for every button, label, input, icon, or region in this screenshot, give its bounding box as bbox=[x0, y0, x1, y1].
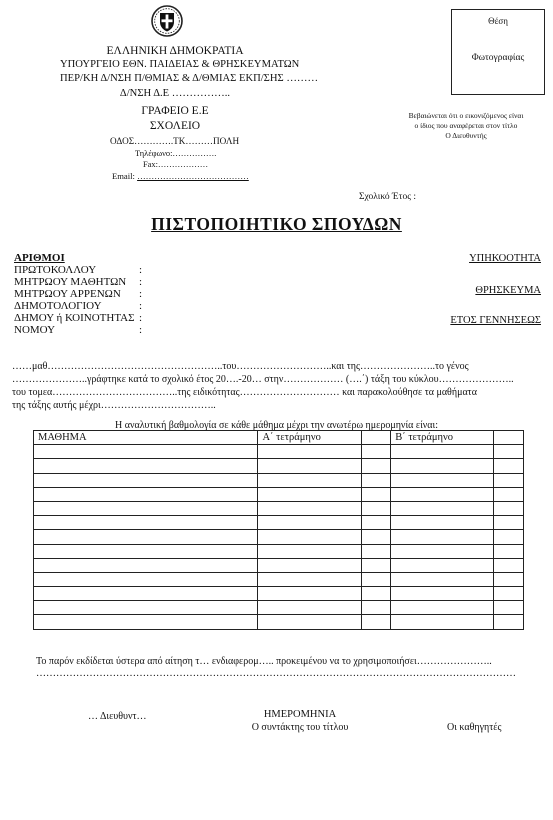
grade-row bbox=[34, 601, 524, 615]
term-b-extra-cell bbox=[494, 544, 524, 558]
photo-box-label: Φωτογραφίας bbox=[471, 53, 525, 63]
male-registry-colon: : bbox=[139, 288, 143, 300]
term-a-cell bbox=[258, 572, 362, 586]
term-b-extra-column-header bbox=[494, 431, 524, 445]
grade-row bbox=[34, 615, 524, 629]
email-label: Email: bbox=[112, 171, 135, 181]
grade-row bbox=[34, 473, 524, 487]
term-b-extra-cell bbox=[494, 615, 524, 629]
term-b-cell bbox=[391, 501, 494, 515]
grade-row bbox=[34, 445, 524, 459]
subject-cell bbox=[34, 445, 258, 459]
address-field: ΟΔΟΣ………….ΤΚ………ΠΟΛΗ bbox=[110, 136, 240, 146]
municipal-registry-colon: : bbox=[139, 300, 143, 312]
office-label: ΓΡΑΦΕΙΟ Ε.Ε bbox=[141, 105, 209, 117]
term-b-extra-cell bbox=[494, 530, 524, 544]
term-b-cell bbox=[391, 530, 494, 544]
grade-row bbox=[34, 558, 524, 572]
term-b-extra-cell bbox=[494, 572, 524, 586]
term-a-extra-cell bbox=[362, 558, 391, 572]
subject-cell bbox=[34, 487, 258, 501]
term-a-extra-cell bbox=[362, 530, 391, 544]
grades-table bbox=[33, 430, 524, 630]
term-a-extra-cell bbox=[362, 445, 391, 459]
teachers-signature-label: Οι καθηγητές bbox=[447, 722, 502, 733]
term-b-extra-cell bbox=[494, 487, 524, 501]
term-a-extra-cell bbox=[362, 473, 391, 487]
male-registry-label: ΜΗΤΡΩΟΥ ΑΡΡΕΝΩΝ bbox=[14, 288, 121, 300]
grade-row bbox=[34, 544, 524, 558]
grade-row bbox=[34, 501, 524, 515]
greek-emblem-icon bbox=[151, 4, 183, 38]
term-a-extra-cell bbox=[362, 516, 391, 530]
grade-row bbox=[34, 516, 524, 530]
term-a-extra-column-header bbox=[362, 431, 391, 445]
student-registry-label: ΜΗΤΡΩΟΥ ΜΑΘΗΤΩΝ bbox=[14, 276, 127, 288]
class-until-line: της τάξης αυτής μέχρι…………………………….. bbox=[12, 400, 216, 411]
email-field bbox=[112, 171, 249, 181]
term-a-cell bbox=[258, 544, 362, 558]
term-b-cell bbox=[391, 615, 494, 629]
grades-table-body bbox=[34, 445, 524, 629]
prefecture-label: ΝΟΜΟΥ bbox=[14, 324, 56, 336]
grades-table-header-row bbox=[34, 431, 524, 445]
term-a-extra-cell bbox=[362, 459, 391, 473]
term-a-cell bbox=[258, 530, 362, 544]
term-b-extra-cell bbox=[494, 516, 524, 530]
term-b-cell bbox=[391, 459, 494, 473]
phone-field: Τηλέφωνο:……………. bbox=[135, 149, 217, 158]
grade-row bbox=[34, 587, 524, 601]
term-b-extra-cell bbox=[494, 445, 524, 459]
subject-cell bbox=[34, 615, 258, 629]
document-title: ΠΙΣΤΟΠΟΙΗΤΙΚΟ ΣΠΟΥΔΩΝ bbox=[151, 214, 402, 234]
term-b-cell bbox=[391, 601, 494, 615]
term-a-extra-cell bbox=[362, 601, 391, 615]
grades-table-caption: Η αναλυτική βαθμολογία σε κάθε μάθημα μέχρι την ανωτέρω ημερομηνία είναι: bbox=[114, 420, 438, 431]
numbers-heading: ΑΡΙΘΜΟΙ bbox=[14, 252, 65, 264]
grade-row bbox=[34, 487, 524, 501]
certify-note-line-2: ο ίδιος που αναφέρεται στον τίτλο bbox=[414, 121, 518, 130]
subject-cell bbox=[34, 501, 258, 515]
term-a-cell bbox=[258, 445, 362, 459]
grade-row bbox=[34, 572, 524, 586]
grade-row bbox=[34, 530, 524, 544]
birth-year-label: ΕΤΟΣ ΓΕΝΝΗΣΕΩΣ bbox=[450, 315, 541, 326]
republic-heading: ΕΛΛΗΝΙΚΗ ΔΗΜΟΚΡΑΤΙΑ bbox=[106, 45, 244, 57]
student-registry-colon: : bbox=[139, 276, 143, 288]
term-a-extra-cell bbox=[362, 487, 391, 501]
fax-field: Fax:……………… bbox=[143, 160, 209, 169]
subject-cell bbox=[34, 459, 258, 473]
term-b-extra-cell bbox=[494, 587, 524, 601]
ministry-heading: ΥΠΟΥΡΓΕΙΟ ΕΘΝ. ΠΑΙΔΕΙΑΣ & ΘΡΗΣΚΕΥΜΑΤΩΝ bbox=[60, 59, 300, 70]
term-a-extra-cell bbox=[362, 501, 391, 515]
municipality-colon: : bbox=[139, 312, 143, 324]
term-b-cell bbox=[391, 544, 494, 558]
certify-note-signer: Ο Διευθυντής bbox=[445, 131, 487, 140]
term-a-extra-cell bbox=[362, 544, 391, 558]
term-b-cell bbox=[391, 572, 494, 586]
term-a-cell bbox=[258, 487, 362, 501]
term-b-extra-cell bbox=[494, 558, 524, 572]
date-label: ΗΜΕΡΟΜΗΝΙΑ bbox=[263, 709, 337, 720]
term-a-cell bbox=[258, 516, 362, 530]
subject-cell bbox=[34, 473, 258, 487]
subject-cell bbox=[34, 601, 258, 615]
subject-cell bbox=[34, 516, 258, 530]
subject-cell bbox=[34, 544, 258, 558]
certify-note-line-1: Βεβαιώνεται ότι ο εικονιζόμενος είναι bbox=[408, 111, 524, 120]
subject-cell bbox=[34, 587, 258, 601]
term-b-cell bbox=[391, 445, 494, 459]
term-b-extra-cell bbox=[494, 601, 524, 615]
term-a-cell bbox=[258, 558, 362, 572]
enrollment-line: …………………..γράφτηκε κατά το σχολικό έτος 20….-20… στην……………… (….΄) τάξη του κύκλου………………….. bbox=[12, 374, 514, 385]
term-a-cell bbox=[258, 615, 362, 629]
subject-cell bbox=[34, 530, 258, 544]
regional-directorate: ΠΕΡ/ΚΗ Δ/ΝΣΗ Π/ΘΜΙΑΣ & Δ/ΘΜΙΑΣ ΕΚΠ/ΣΗΣ ……… bbox=[60, 73, 319, 84]
term-b-extra-cell bbox=[494, 473, 524, 487]
email-value: ………………………………… bbox=[137, 171, 249, 181]
term-a-cell bbox=[258, 473, 362, 487]
term-b-cell bbox=[391, 487, 494, 501]
term-b-cell bbox=[391, 558, 494, 572]
issuance-statement: Το παρόν εκδίδεται ύστερα από αίτηση τ… ενδιαφερομ….. προκειμένου να το χρησιμοποιήσει………………….. bbox=[36, 656, 492, 667]
school-year-label: Σχολικό Έτος : bbox=[359, 192, 416, 202]
term-b-cell bbox=[391, 587, 494, 601]
term-a-extra-cell bbox=[362, 572, 391, 586]
school-label: ΣΧΟΛΕΙΟ bbox=[149, 120, 201, 132]
term-a-cell bbox=[258, 601, 362, 615]
photo-box bbox=[451, 9, 545, 95]
citizenship-label: ΥΠΗΚΟΟΤΗΤΑ bbox=[469, 253, 541, 264]
issuance-continuation-line: ……………………………………………………………………………………………………………………………… bbox=[36, 668, 516, 679]
subject-cell bbox=[34, 572, 258, 586]
term-a-cell bbox=[258, 501, 362, 515]
municipal-registry-label: ΔΗΜΟΤΟΛΟΓΙΟΥ bbox=[14, 300, 102, 312]
protocol-number-label: ΠΡΩΤΟΚΟΛΛΟΥ bbox=[14, 264, 97, 276]
student-name-line: ……μαθ……………………………………………..του………………………..και της…………………..το γένος bbox=[12, 361, 469, 372]
religion-label: ΘΡΗΣΚΕΥΜΑ bbox=[475, 285, 541, 296]
term-b-cell bbox=[391, 473, 494, 487]
photo-box-top-label: Θέση bbox=[488, 16, 508, 26]
sector-line: του τομεα………………………………..της ειδικότητας………………………… και παρακολούθησε τα μαθήματα bbox=[12, 387, 477, 398]
municipality-label: ΔΗΜΟΥ ή ΚΟΙΝΟΤΗΤΑΣ bbox=[14, 312, 135, 324]
compiler-label: Ο συντάκτης του τίτλου bbox=[251, 722, 349, 733]
protocol-number-colon: : bbox=[139, 264, 143, 276]
subject-column-header: ΜΑΘΗΜΑ bbox=[34, 431, 258, 445]
term-b-cell bbox=[391, 516, 494, 530]
term-b-extra-cell bbox=[494, 459, 524, 473]
term-a-column-header: Α΄ τετράμηνο bbox=[258, 431, 362, 445]
prefecture-colon: : bbox=[139, 324, 143, 336]
education-directorate: Δ/ΝΣΗ Δ.Ε …………….. bbox=[119, 88, 231, 99]
term-a-cell bbox=[258, 587, 362, 601]
grade-row bbox=[34, 459, 524, 473]
term-b-extra-cell bbox=[494, 501, 524, 515]
term-a-extra-cell bbox=[362, 587, 391, 601]
term-b-column-header: Β΄ τετράμηνο bbox=[391, 431, 494, 445]
term-a-extra-cell bbox=[362, 615, 391, 629]
director-signature-label: … Διευθυντ… bbox=[88, 711, 147, 722]
term-a-cell bbox=[258, 459, 362, 473]
subject-cell bbox=[34, 558, 258, 572]
